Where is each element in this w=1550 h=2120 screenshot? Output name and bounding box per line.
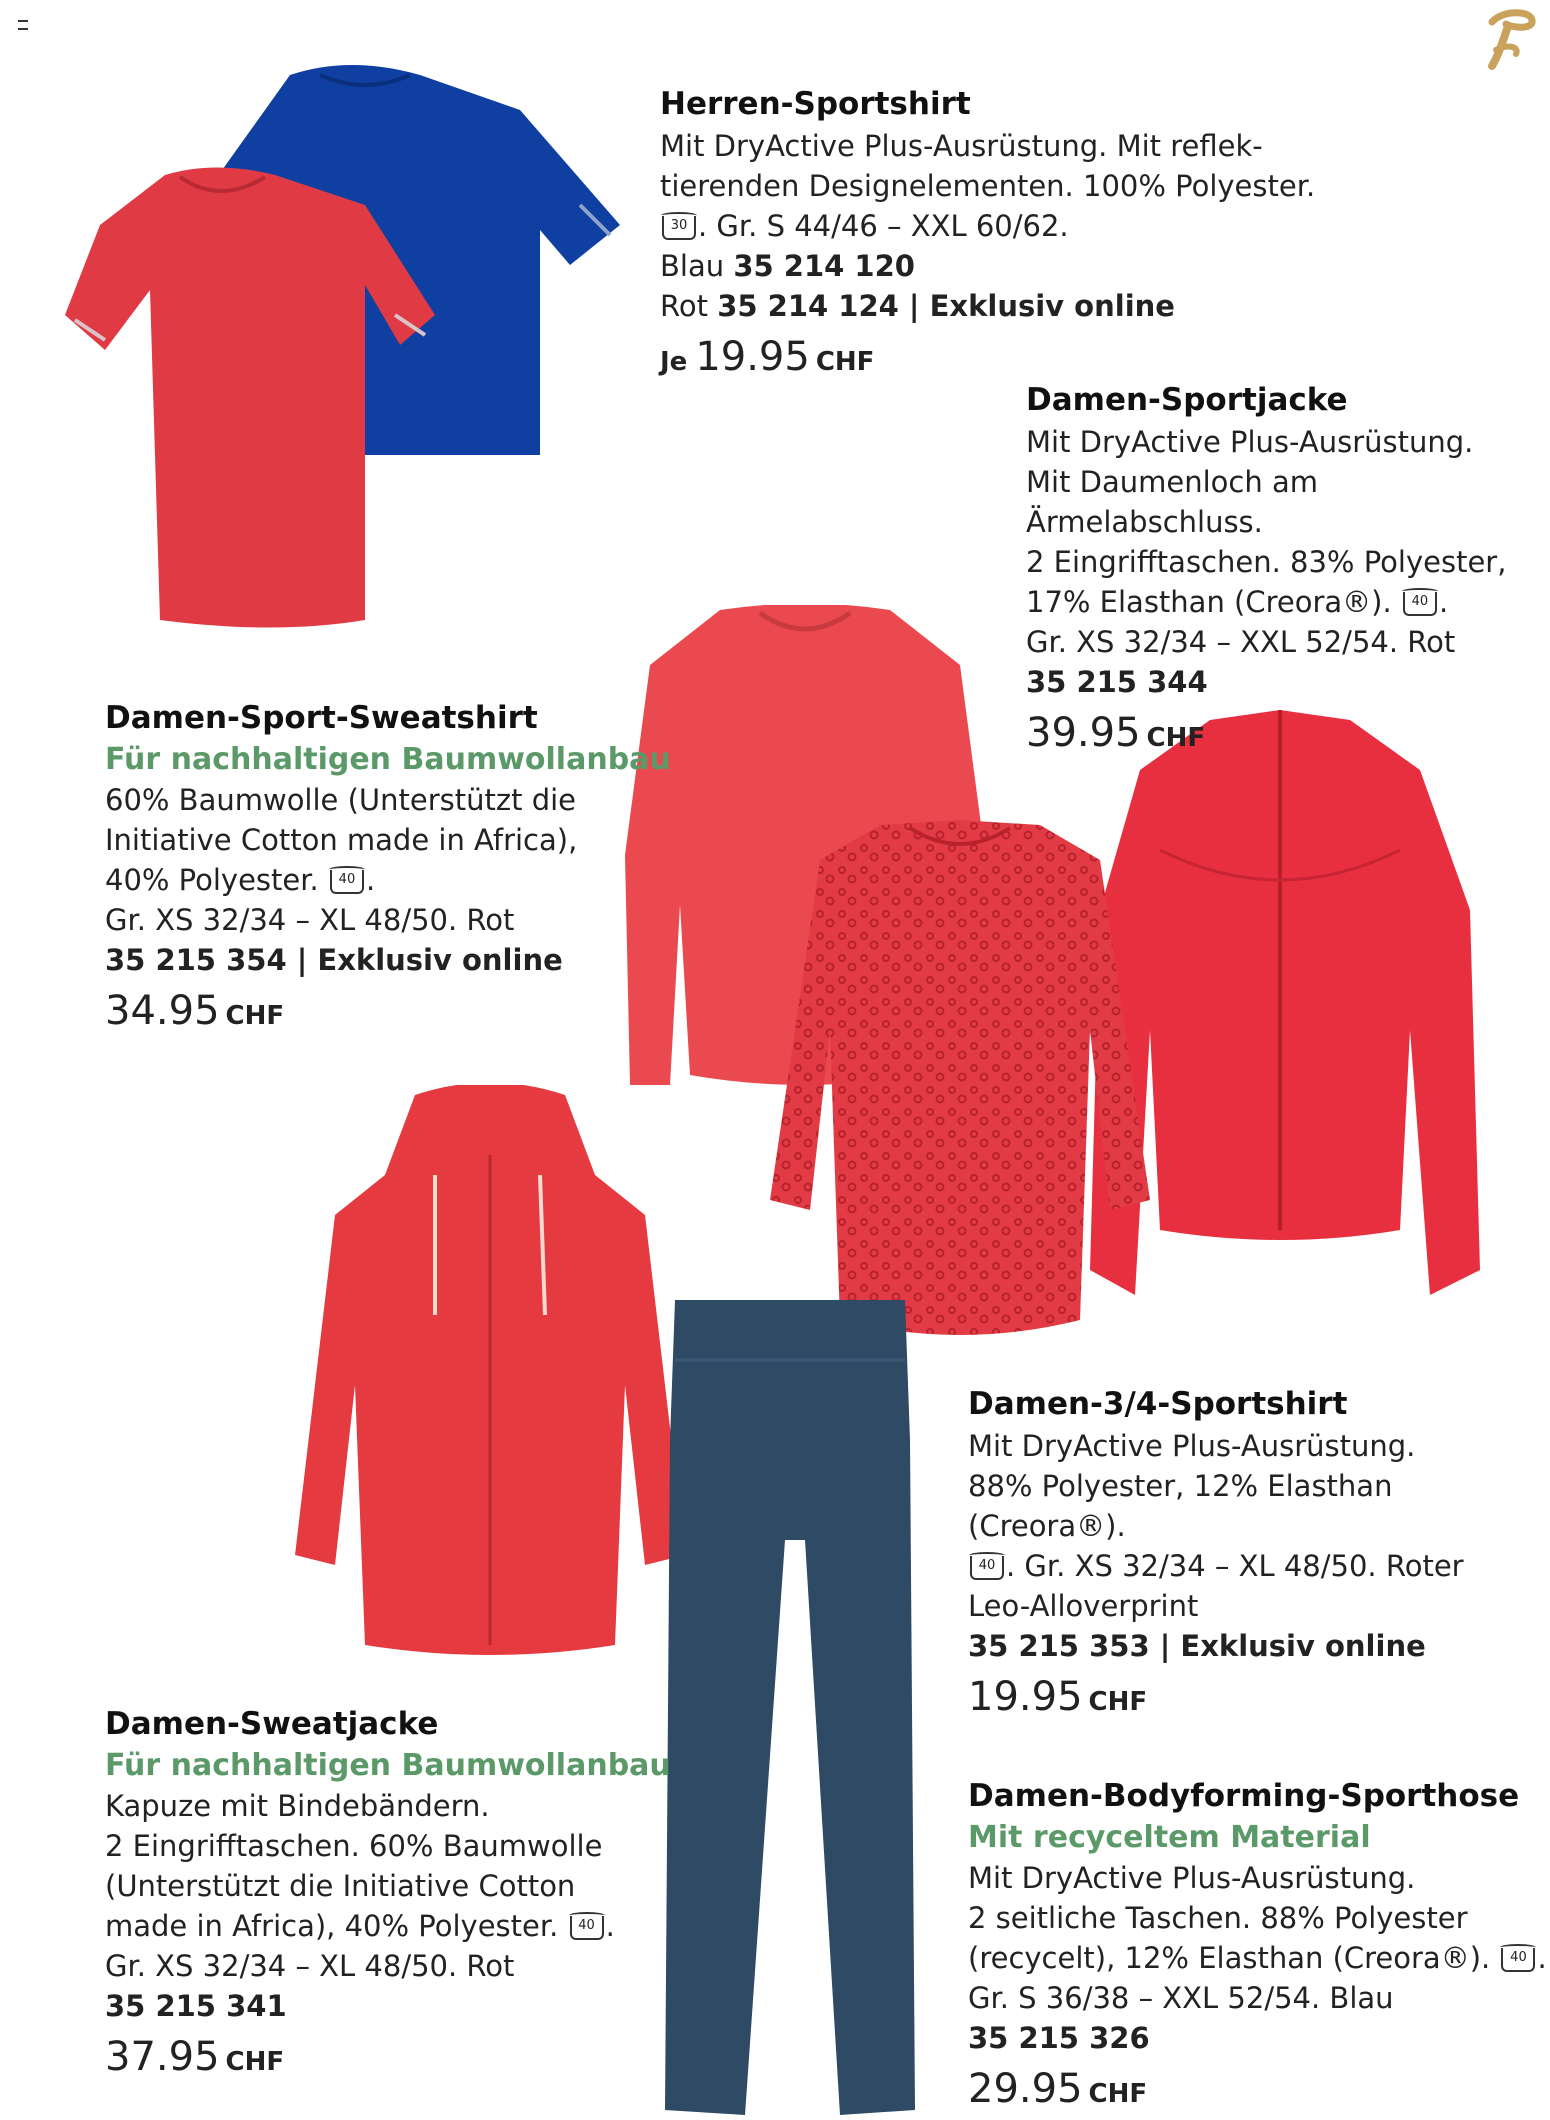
product-desc: 60% Baumwolle (Unterstützt die xyxy=(105,783,577,817)
article-number[interactable]: 35 215 341 xyxy=(105,1989,287,2023)
price: 37.95 CHF xyxy=(105,2034,285,2080)
product-desc: 2 Eingrifftaschen. 83% Polyester, xyxy=(1026,545,1507,579)
product-title: Damen-Sportjacke xyxy=(1026,382,1348,418)
red-sweatjacke-image[interactable] xyxy=(295,1085,685,1665)
blue-sporthose-image[interactable] xyxy=(655,1300,925,2120)
sustainability-badge: Mit recyceltem Material xyxy=(968,1820,1371,1855)
product-damen-34-sportshirt xyxy=(968,1382,1550,1725)
product-sizes: Gr. S 36/38 – XXL 52/54. Blau xyxy=(968,1981,1394,2015)
product-desc: Initiative Cotton made in Africa), xyxy=(105,823,578,857)
product-title: Damen-Sweatjacke xyxy=(105,1706,439,1742)
product-desc: 2 seitliche Taschen. 88% Polyester xyxy=(968,1901,1468,1935)
variant-label: Rot xyxy=(660,289,718,323)
article-number[interactable]: 35 214 120 xyxy=(733,249,915,283)
sustainability-badge: Für nachhaltigen Baumwollanbau xyxy=(105,1748,671,1783)
variant-label: Blau xyxy=(660,249,734,283)
menu-icon[interactable] xyxy=(18,20,28,30)
product-title: Damen-3/4-Sportshirt xyxy=(968,1386,1348,1422)
red-leo-sportshirt-image[interactable] xyxy=(770,820,1150,1350)
red-sportshirt-image[interactable] xyxy=(65,165,445,635)
wash-symbol-icon: 40 xyxy=(1403,592,1437,616)
sustainability-badge: Für nachhaltigen Baumwollanbau xyxy=(105,742,671,777)
wash-symbol-icon: 40 xyxy=(1501,1948,1535,1972)
price: 29.95 CHF xyxy=(968,2066,1148,2112)
wash-symbol-icon: 40 xyxy=(970,1556,1004,1580)
product-desc: tierenden Designelementen. 100% Polyester. xyxy=(660,169,1316,203)
product-desc: Kapuze mit Bindebändern. xyxy=(105,1789,490,1823)
product-desc: Mit DryActive Plus-Ausrüstung. Mit reflek- xyxy=(660,129,1263,163)
product-sizes: . Gr. XS 32/34 – XL 48/50. Roter xyxy=(1006,1549,1464,1583)
price: Je 19.95 CHF xyxy=(660,334,875,380)
article-number[interactable]: 35 214 124 | Exklusiv online xyxy=(717,289,1175,323)
product-sizes: . Gr. S 44/46 – XXL 60/62. xyxy=(698,209,1069,243)
wash-symbol-icon: 30 xyxy=(662,216,696,240)
product-desc: 2 Eingrifftaschen. 60% Baumwolle xyxy=(105,1829,603,1863)
product-sizes: Gr. XS 32/34 – XXL 52/54. Rot xyxy=(1026,625,1456,659)
product-damen-sweatjacke: Damen-Sweatjacke Für nachhaltigen Baumwollanbau Kapuze mit Bindebändern. 2 Eingrifftaschen. 60% Baumwolle (Unterstützt die Initiative Cotton made in Africa), 40% Polyester. 40 . Gr. XS 32/34 – XL 48/50. Rot 35 215 341 37.95 CHF xyxy=(105,1702,671,2085)
product-desc: 40% Polyester. xyxy=(105,863,319,897)
product-desc: Mit DryActive Plus-Ausrüstung. xyxy=(968,1861,1416,1895)
price: 19.95 CHF xyxy=(968,1674,1148,1720)
product-damen-sport-sweatshirt: Damen-Sport-Sweatshirt Für nachhaltigen Baumwollanbau 60% Baumwolle (Unterstützt die Initiative Cotton made in Africa), 40% Polyester. 40 . Gr. XS 32/34 – XL 48/50. Rot 35 215 354 | Exklusiv online 34.95 CHF xyxy=(105,696,671,1039)
price: 39.95 CHF xyxy=(1026,710,1206,756)
product-desc: Leo-Alloverprint xyxy=(968,1589,1199,1623)
product-desc: made in Africa), 40% Polyester. xyxy=(105,1909,559,1943)
product-title: Damen-Bodyforming-Sporthose xyxy=(968,1778,1520,1814)
product-herren-sportshirt xyxy=(660,82,1315,385)
product-desc: Mit DryActive Plus-Ausrüstung. xyxy=(968,1429,1416,1463)
product-desc: (recycelt), 12% Elasthan (Creora®). xyxy=(968,1941,1491,1975)
product-title: Herren-Sportshirt xyxy=(660,86,971,122)
article-number[interactable]: 35 215 354 | Exklusiv online xyxy=(105,943,563,977)
product-damen-bodyforming-sporthose: Damen-Bodyforming-Sporthose Mit recyceltem Material Mit DryActive Plus-Ausrüstung. 2 seitliche Taschen. 88% Polyester (recycelt), 12% Elasthan (Creora®). 40 . Gr. S 36/38 – XXL 52/54. Blau 35 215 326 29.95 CHF xyxy=(968,1774,1547,2117)
price: 34.95 CHF xyxy=(105,988,285,1034)
product-desc: 88% Polyester, 12% Elasthan (Creora®). xyxy=(968,1469,1393,1543)
product-sizes: Gr. XS 32/34 – XL 48/50. Rot xyxy=(105,903,515,937)
product-damen-sportjacke: Damen-Sportjacke Mit DryActive Plus-Ausrüstung. Mit Daumenloch am Ärmelabschluss. 2 Eingrifftaschen. 83% Polyester, 17% Elasthan (Creora®). 40 . Gr. XS 32/34 – XXL 52/54. Rot 35 215 344 39.95 CHF xyxy=(1026,378,1550,761)
article-number[interactable]: 35 215 344 xyxy=(1026,665,1208,699)
article-number[interactable]: 35 215 326 xyxy=(968,2021,1150,2055)
wash-symbol-icon: 40 xyxy=(330,870,364,894)
product-desc: (Unterstützt die Initiative Cotton xyxy=(105,1869,576,1903)
product-title: Damen-Sport-Sweatshirt xyxy=(105,700,538,736)
product-sizes: Gr. XS 32/34 – XL 48/50. Rot xyxy=(105,1949,515,1983)
product-desc: Mit Daumenloch am Ärmelabschluss. xyxy=(1026,465,1318,539)
product-desc: Mit DryActive Plus-Ausrüstung. xyxy=(1026,425,1474,459)
wash-symbol-icon: 40 xyxy=(570,1916,604,1940)
product-desc: 17% Elasthan (Creora®). xyxy=(1026,585,1392,619)
brand-logo-icon xyxy=(1472,4,1542,74)
article-number[interactable]: 35 215 353 | Exklusiv online xyxy=(968,1629,1426,1663)
